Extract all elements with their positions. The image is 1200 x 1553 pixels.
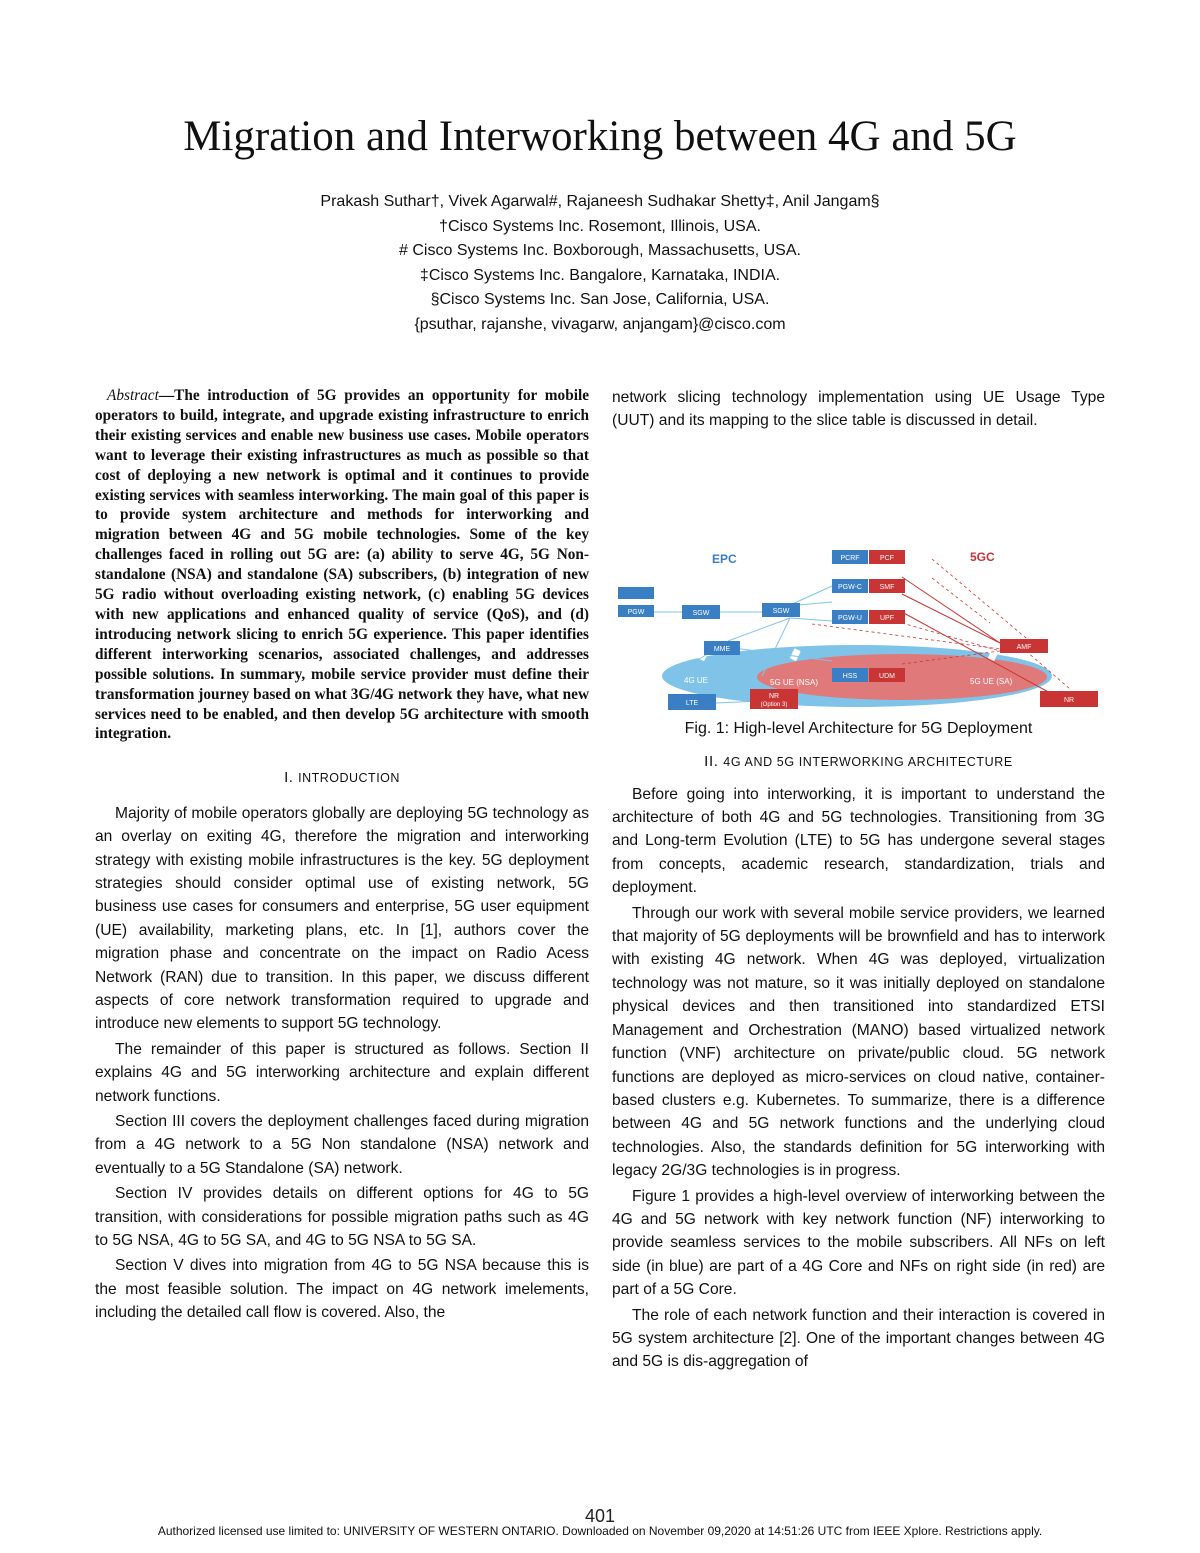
paragraph: Section III covers the deployment challenges faced during migration from a 4G network to a 5G Non standalone (NSA) network and eventually to a 5G Standalone (SA) network. — [95, 1113, 589, 1177]
affiliation-line: # Cisco Systems Inc. Boxborough, Massachusetts, USA. — [399, 242, 801, 259]
author-names: Prakash Suthar†, Vivek Agarwal#, Rajaneesh Sudhakar Shetty‡, Anil Jangam§ — [320, 193, 880, 210]
pgwu-label: PGW-U — [838, 614, 862, 622]
paragraph: The remainder of this paper is structured as follows. Section II explains 4G and 5G interworking architecture and explain different network functions. — [95, 1040, 589, 1105]
abstract-text: —The introduction of 5G provides an opportunity for mobile operators to build, integrate, and upgrade existing infrastructure to enrich their existing services and enable new business use cases. Mobile operators want to leverage their existing infrastructures as much as possible so that cost of deploying a new network is optimal and it continues to provide existing services with seamless interworking. The main goal of this paper is to provide system architecture and methods for interworking and migration between 4G and 5G mobile technologies. Some of the key challenges faced in rolling out 5G are: (a) ability to serve 4G, 5G Non-standalone (NSA) and standalone (SA) subscribers, (b) integration of new 5G radio without overloading existing network, (c) enabling 5G devices with new applications and enhanced quality of service (QoS), and (d) introducing network slicing to enrich 5G experience. This paper identifies different interworking scenarios, associated challenges, and addresses possible solutions. In summary, mobile service provider must define their transformation journey based on what 3G/4G network they have, what new services need to be enabled, and then develop 5G architecture with smooth integration. — [95, 387, 589, 743]
paragraph: network slicing technology implementation using UE Usage Type (UUT) and its mapping to the slice table is discussed in detail. — [612, 389, 1105, 430]
pcrf-label: PCRF — [840, 554, 860, 562]
mme-label: MME — [713, 645, 731, 653]
paragraph: Figure 1 provides a high-level overview of interworking between the 4G and 5G network with key network function (NF) interworking to provide seamless services to the mobile subscribers. All NFs on left side (in blue) are part of a 4G Core and NFs on right side (in red) are part of a 5G Core. — [612, 1187, 1105, 1299]
upf-label: UPF — [880, 614, 894, 622]
affiliation-line: ‡Cisco Systems Inc. Bangalore, Karnataka, INDIA. — [419, 266, 781, 284]
abstract-lead: Abstract — [107, 387, 159, 404]
affiliation-line: §Cisco Systems Inc. San Jose, California, USA. — [430, 291, 770, 308]
section-title: INTRODUCTION — [298, 771, 400, 786]
left-column — [95, 386, 589, 1327]
abstract — [95, 386, 589, 744]
nr-option3-label: NR — [768, 692, 780, 700]
nr-label: NR — [1063, 696, 1075, 704]
section-heading-introduction — [95, 766, 589, 790]
architecture-figure — [612, 451, 1105, 711]
paragraph: Through our work with several mobile service providers, we learned that majority of 5G deployments will be brownfield and has to interwork with existing 4G network. When 4G was deployed, virtualization technology was not mature, so it was initially deployed on standalone physical devices and then transitioned into standardized ETSI Management and Orchestration (MANO) based virtualized network function (VNF) architecture on private/public cloud. 5G network functions are deployed as micro-services on cloud native, container-based clusters e.g. Kubernetes. To summarize, there is a difference between 4G and 5G network functions and the underlying cloud technologies. Also, the standards definition for 5G interworking with legacy 2G/3G technologies is in progress. — [612, 904, 1105, 1180]
author-block — [0, 190, 1200, 337]
5gc-label: 5GC — [970, 549, 995, 564]
author-emails: {psuthar, rajanshe, vivagarw, anjangam}@cisco.com — [414, 315, 786, 333]
nr-option3-sub: (Option 3) — [760, 701, 788, 708]
paragraph: Section V dives into migration from 4G to 5G NSA because this is the most feasible solution. The impact on 4G network imelements, including the detailed call flow is covered. Also, the — [95, 1257, 589, 1322]
figure-caption: Fig. 1: High-level Architecture for 5G Deployment — [684, 719, 1033, 737]
pgw-label: PGW — [627, 608, 645, 616]
section-number: II. — [704, 753, 719, 771]
smf-label: SMF — [879, 583, 895, 591]
pcrf-left-node — [618, 587, 654, 599]
epc-label: EPC — [712, 551, 737, 566]
pcf-label: PCF — [880, 554, 894, 562]
paragraph: Section IV provides details on different options for 4G to 5G transition, with considerations for possible migration paths such as 4G to 5G NSA, 4G to 5G SA, and 4G to 5G NSA to 5G SA. — [95, 1185, 589, 1250]
section-number: I. — [284, 769, 294, 787]
lte-label: LTE — [685, 699, 699, 707]
pgwc-label: PGW-C — [838, 583, 862, 591]
paragraph: The role of each network function and their interaction is covered in 5G system architecture [2]. One of the important changes between 4G and 5G is dis-aggregation of — [612, 1306, 1105, 1371]
sgw2-label: SGW — [772, 607, 790, 615]
sgw-label: SGW — [692, 609, 710, 617]
coverage-label-4g: 4G UE — [684, 675, 709, 685]
amf-label: AMF — [1016, 643, 1032, 651]
right-column — [612, 386, 1105, 1376]
paragraph: Before going into interworking, it is important to understand the architecture of both 4G and 5G technologies. Transitioning from 3G and Long-term Evolution (LTE) to 5G has undergone several stages from concepts, academic research, standardization, trials and deployment. — [612, 785, 1105, 897]
page-number: 401 — [584, 1506, 616, 1526]
architecture-diagram — [612, 451, 1105, 711]
udm-label: UDM — [879, 672, 895, 680]
affiliation-line: †Cisco Systems Inc. Rosemont, Illinois, USA. — [439, 217, 761, 235]
coverage-label-5g-sa: 5G UE (SA) — [970, 676, 1013, 686]
ieee-license-footer: Authorized licensed use limited to: UNIVERSITY OF WESTERN ONTARIO. Downloaded on November 09,2020 at 14:51:26 UTC from IEEE Xplore. Restrictions apply. — [157, 1524, 1043, 1538]
section-heading-architecture — [612, 750, 1105, 774]
paper-title: Migration and Interworking between 4G and 5G — [183, 113, 1017, 160]
coverage-label-5g-nsa: 5G UE (NSA) — [770, 677, 819, 687]
section-title: 4G AND 5G INTERWORKING ARCHITECTURE — [723, 755, 1013, 770]
paragraph: Majority of mobile operators globally are deploying 5G technology as an overlay on exiting 4G, therefore the migration and interworking strategy with existing mobile infrastructures is the key. 5G deployment strategies should consider optimal use of existing network, 5G business use cases for consumers and enterprise, 5G user equipment (UE) availability, marketing plans, etc. In [1], authors cover the migration phase and concentrate on the impact on Radio Acess Network (RAN) due to transition. In this paper, we discuss different aspects of core network transformation required to upgrade and introduce new elements to support 5G technology. — [95, 804, 589, 1033]
hss-label: HSS — [842, 672, 858, 680]
